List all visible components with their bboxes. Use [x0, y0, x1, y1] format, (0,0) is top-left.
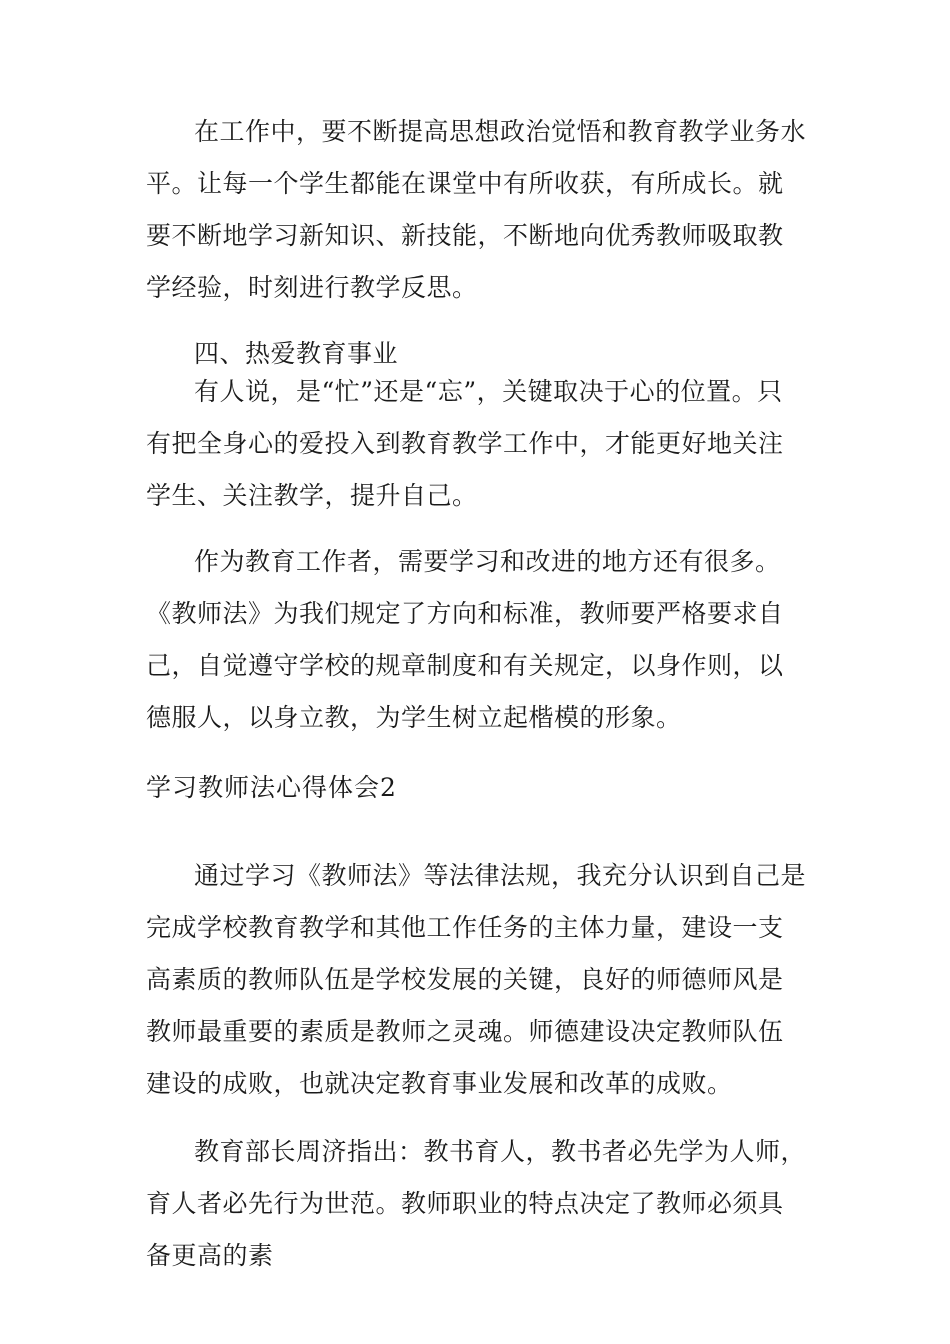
paragraph-study-teacher-law: 通过学习《教师法》等法律法规，我充分认识到自己是完成学校教育教学和其他工作任务的主体力量，建设一支高素质的教师队伍是学校发展的关键，良好的师德师风是教师最重要的素质是教师之灵魂。师德建设决定教师队伍建设的成败，也就决定教育事业发展和改革的成败。 — [146, 861, 807, 1098]
section-heading-love-education: 四、热爱教育事业 — [194, 339, 399, 368]
paragraph-minister-quote: 教育部长周济指出：教书育人，教书者必先学为人师，育人者必先行为世范。教师职业的特点决定了教师必须具备更高的素 — [146, 1137, 807, 1270]
paragraph-busy-or-forget: 有人说，是“忙”还是“忘”，关键取决于心的位置。只有把全身心的爱投入到教育教学工作中，才能更好地关注学生、关注教学，提升自己。 — [146, 377, 784, 510]
article-title-2: 学习教师法心得体会2 — [146, 773, 397, 802]
paragraph-teacher-law-standards: 作为教育工作者，需要学习和改进的地方还有很多。《教师法》为我们规定了方向和标准，教师要严格要求自己，自觉遵守学校的规章制度和有关规定，以身作则，以德服人，以身立教，为学生树立起楷模的形象。 — [146, 547, 784, 732]
paragraph-work-improvement: 在工作中，要不断提高思想政治觉悟和教育教学业务水平。让每一个学生都能在课堂中有所收获，有所成长。就要不断地学习新知识、新技能，不断地向优秀教师吸取教学经验，时刻进行教学反思。 — [146, 117, 807, 302]
